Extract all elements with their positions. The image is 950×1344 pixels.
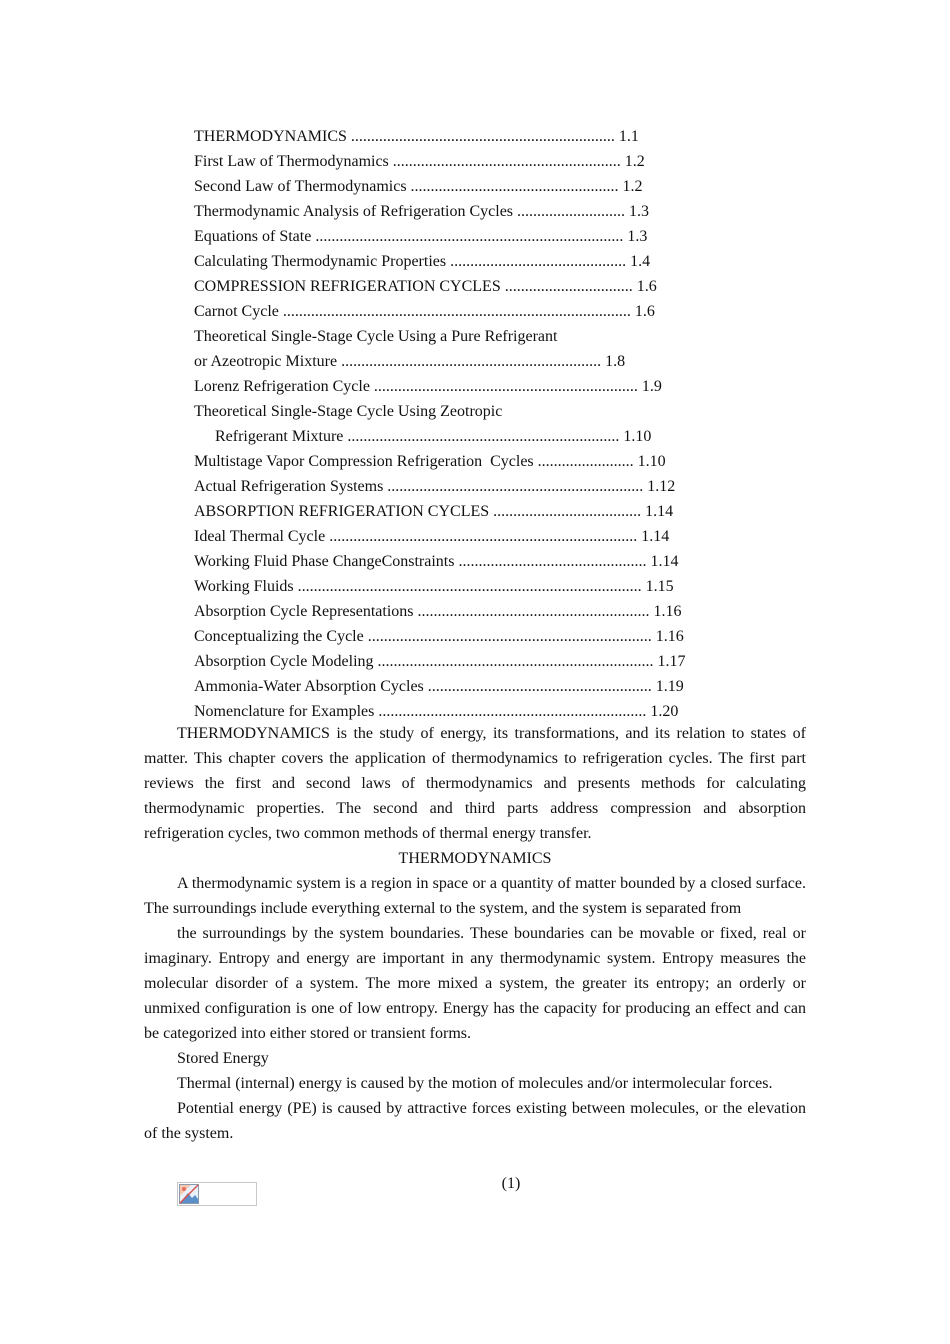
toc-entry: COMPRESSION REFRIGERATION CYCLES ................................ 1.6	[194, 278, 657, 295]
toc-entry: First Law of Thermodynamics ......................................................... 1.2	[194, 153, 645, 170]
toc-entry: Theoretical Single-Stage Cycle Using a Pure Refrigerant	[194, 328, 558, 345]
toc-entry: Carnot Cycle ....................................................................................... 1.6	[194, 303, 655, 320]
toc-entry: Theoretical Single-Stage Cycle Using Zeotropic	[194, 403, 503, 420]
toc-entry: Calculating Thermodynamic Properties ............................................ 1.4	[194, 253, 651, 270]
system-paragraph: A thermodynamic system is a region in space or a quantity of matter bounded by a closed surface. The surroundings include everything external to the system, and the system is separated from	[144, 875, 806, 917]
section-heading: THERMODYNAMICS	[398, 850, 552, 867]
toc-entry: Working Fluid Phase ChangeConstraints ............................................... 1.14	[194, 553, 679, 570]
toc-entry: Absorption Cycle Representations .......................................................... 1.16	[194, 603, 682, 620]
toc-entry: ABSORPTION REFRIGERATION CYCLES ..................................... 1.14	[194, 503, 674, 520]
toc-entry: Nomenclature for Examples ................................................................... 1.20	[194, 703, 679, 720]
thermal-energy-paragraph: Thermal (internal) energy is caused by the motion of molecules and/or intermolecular forces.	[177, 1075, 773, 1092]
toc-entry: Multistage Vapor Compression Refrigeration Cycles ........................ 1.10	[194, 453, 666, 470]
toc-entry: Second Law of Thermodynamics .................................................... 1.2	[194, 178, 643, 195]
toc-entry: or Azeotropic Mixture ................................................................. 1.8	[194, 353, 626, 370]
stored-energy-subheading: Stored Energy	[177, 1050, 269, 1067]
broken-image-placeholder	[177, 1182, 257, 1206]
toc-entry: Equations of State ............................................................................. 1.3	[194, 228, 648, 245]
body-text	[144, 721, 806, 1146]
potential-energy-paragraph: Potential energy (PE) is caused by attractive forces existing between molecules, or the elevation of the system.	[144, 1100, 806, 1142]
toc-entry: Ammonia-Water Absorption Cycles ........................................................ 1.19	[194, 678, 684, 695]
system-paragraph-continued: the surroundings by the system boundaries. These boundaries can be movable or fixed, real or imaginary. Entropy and energy are important in any thermodynamic system. Entropy measures the molecular disorder of a system. The more mixed a system, the greater its entropy; an orderly or unmixed configuration is one of low entropy. Energy has the capacity for producing an effect and can be categorized into either stored or transient forms.	[144, 925, 806, 1042]
toc-entry: THERMODYNAMICS .................................................................. 1.1	[194, 128, 639, 145]
toc-entry: Conceptualizing the Cycle ....................................................................... 1.16	[194, 628, 684, 645]
page-number: (1)	[501, 1175, 521, 1192]
toc-entry: Working Fluids ...................................................................................... 1.15	[194, 578, 674, 595]
toc-entry: Refrigerant Mixture .................................................................... 1.10	[215, 428, 652, 445]
table-of-contents	[194, 124, 754, 724]
toc-entry: Lorenz Refrigeration Cycle .................................................................. 1.9	[194, 378, 662, 395]
toc-entry: Ideal Thermal Cycle ............................................................................. 1.14	[194, 528, 670, 545]
broken-image-icon	[179, 1184, 199, 1204]
toc-entry: Absorption Cycle Modeling ..................................................................... 1.17	[194, 653, 686, 670]
toc-entry: Actual Refrigeration Systems ................................................................ 1.12	[194, 478, 676, 495]
intro-paragraph: THERMODYNAMICS is the study of energy, its transformations, and its relation to states of matter. This chapter covers the application of thermodynamics to refrigeration cycles. The first part reviews the first and second laws of thermodynamics and presents methods for calculating thermodynamic properties. The second and third parts address compression and absorption refrigeration cycles, two common methods of thermal energy transfer.	[144, 725, 806, 842]
toc-entry: Thermodynamic Analysis of Refrigeration Cycles ........................... 1.3	[194, 203, 650, 220]
